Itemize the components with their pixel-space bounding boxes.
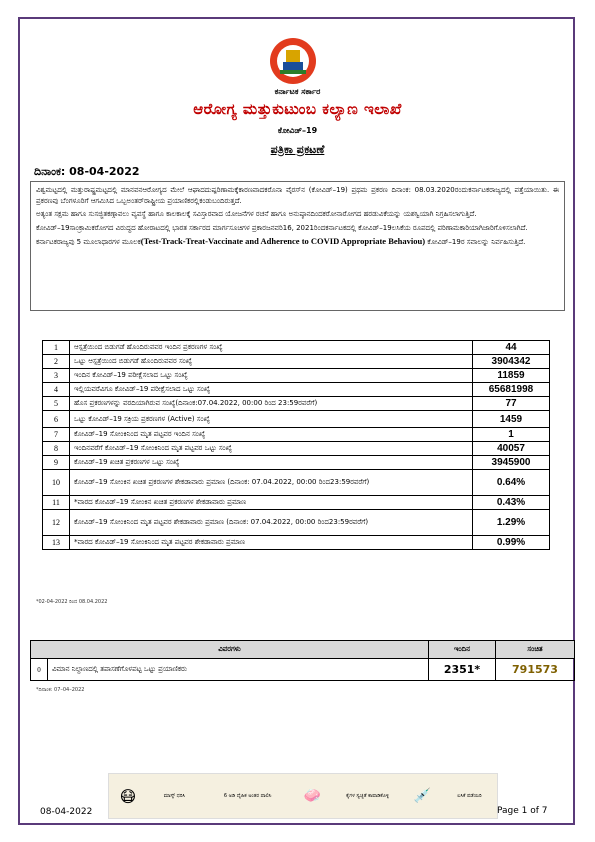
row-value: 0.64% bbox=[473, 470, 550, 496]
intro-p4-start: ಕರ್ನಾಟಕರಾಜ್ಯವು 5 ಮೂಲಾಧಾರಗಳ ಮೂಲಕ bbox=[36, 238, 141, 246]
stats-footnote: *02-04-2022 ರಿಂದ 08.04.2022 bbox=[36, 599, 108, 605]
row-number: 12 bbox=[43, 510, 70, 536]
today-value: 2351* bbox=[429, 659, 496, 681]
row-value: 1459 bbox=[473, 411, 550, 428]
department-title: ಆರೋಗ್ಯ ಮತ್ತುಕುಟುಂಬ ಕಲ್ಯಾಣ ಇಲಾಖೆ bbox=[193, 100, 402, 118]
table2-footnote: *ದಿನಾಂಕ: 07–04–2022 bbox=[36, 687, 85, 693]
table-row bbox=[43, 369, 550, 383]
table-row bbox=[43, 442, 550, 456]
row-number: 4 bbox=[43, 383, 70, 397]
handwash-text: ಕೈಗಳ ಸ್ವಚ್ಛತೆ ಕಾಪಾಡಿಕೊಳ್ಳಿ bbox=[346, 793, 389, 799]
row-label: ಹೊಸ ಪ್ರಕರಣಗಳನ್ನು ವರದಿಯಾಗಿರುವ ಸಂಖ್ಯೆ(ದಿನಾಂಕ:07.04.2022, 00:00 ರಿಂದ 23:59ರವರೆಗೆ) bbox=[70, 397, 473, 411]
row-value: 40057 bbox=[473, 442, 550, 456]
vaccine-icon: 💉 bbox=[413, 788, 432, 804]
table-row bbox=[43, 383, 550, 397]
row-label: ಒಟ್ಟು ಆಸ್ಪತ್ರೆಯಿಂದ ಬಿಡುಗಡೆ ಹೊಂದಿರುವವರ ಸಂಖ್ಯೆ bbox=[70, 355, 473, 369]
row-number: 9 bbox=[43, 456, 70, 470]
government-name: ಕರ್ನಾಟಕ ಸರ್ಕಾರ bbox=[274, 87, 321, 96]
intro-paragraph-1: ವಿಶ್ವಮಟ್ಟದಲ್ಲಿ ಮತ್ತುರಾಷ್ಟ್ರಮಟ್ಟದಲ್ಲಿ ಮಾನವನಆರೋಗ್ಯದ ಮೇಲೆ ಆಘಾದದುಷ್ಪರಿಣಾಮಕ್ಕೆಕಾರಣವಾದಕರೊನಾ ವೈರಸ್‌ನ (ಕೋವಿಡ್–19) ಪ್ರಥಮ ಪ್ರಕರಣ ದಿನಾಂಕ: 08.03.2020ರಂದುಕರ್ನಾಟಕರಾಜ್ಯದಲ್ಲಿ ಪತ್ತೆಯಾಯಿತು. ಈ ಪ್ರಕರಣವು ಬೆಂಗಳೂರಿಗೆ ಆಗಮಿಸಿದ ಒಬ್ಬಅಂತರ್‌ರಾಷ್ಟ್ರೀಯ ಪ್ರಯಾಣಿಕರಲ್ಲಿಕಂಡುಬಂದಿರುತ್ತದೆ. bbox=[36, 186, 559, 205]
row-label: ವಿಮಾನ ನಿಲ್ದಾಣದಲ್ಲಿ ತಪಾಸಣೆಗೊಳಪಟ್ಟ ಒಟ್ಟು ಪ್ರಯಾಣಿಕರು bbox=[48, 659, 429, 681]
table-row bbox=[43, 536, 550, 550]
intro-p4-end: ಕೋವಿಡ್–19ರ ಸವಾಲನ್ನು ನಿರ್ವಹಿಸುತ್ತಿದೆ. bbox=[427, 238, 526, 246]
release-date: ದಿನಾಂಕ: 08-04-2022 bbox=[34, 165, 140, 178]
table-row bbox=[43, 397, 550, 411]
row-number: 10 bbox=[43, 470, 70, 496]
distance-text: 6 ಅಡಿ ದೈಹಿಕ ಅಂತರ ಪಾಲಿಸಿ bbox=[223, 793, 272, 799]
row-value: 0.43% bbox=[473, 496, 550, 510]
row-number: 13 bbox=[43, 536, 70, 550]
row-value: 1 bbox=[473, 428, 550, 442]
row-value: 65681998 bbox=[473, 383, 550, 397]
header-details: ವಿವರಗಳು bbox=[31, 641, 429, 659]
row-value: 1.29% bbox=[473, 510, 550, 536]
row-label: ಕೋವಿಡ್–19 ಖಚಿತ ಪ್ರಕರಣಗಳ ಒಟ್ಟು ಸಂಖ್ಯೆ bbox=[70, 456, 473, 470]
covid-precautions-banner bbox=[108, 773, 498, 819]
table-row bbox=[43, 411, 550, 428]
cumulative-value: 791573 bbox=[496, 659, 575, 681]
table-row bbox=[43, 355, 550, 369]
intro-p4-english: (Test-Track-Treat-Vaccinate and Adherence to COVID Appropriate Behaviou) bbox=[140, 236, 426, 246]
row-value: 3904342 bbox=[473, 355, 550, 369]
row-label: ಒಟ್ಟು ಕೋವಿಡ್–19 ಸಕ್ರಿಯ ಪ್ರಕರಣಗಳ (Active) ಸಂಖ್ಯೆ bbox=[70, 411, 473, 428]
row-value: 11859 bbox=[473, 369, 550, 383]
row-number: 8 bbox=[43, 442, 70, 456]
mask-icon: 😷 bbox=[119, 786, 137, 806]
header-today: ಇಂದಿನ bbox=[429, 641, 496, 659]
vaccine-text: ಲಸಿಕೆ ಪಡೆಯಿರಿ bbox=[457, 793, 482, 799]
row-number: 2 bbox=[43, 355, 70, 369]
intro-paragraph-4 bbox=[36, 236, 559, 248]
row-number: 6 bbox=[43, 411, 70, 428]
table-row bbox=[43, 496, 550, 510]
covid-stats-table bbox=[42, 340, 550, 550]
row-label: *ವಾರದ ಕೋವಿಡ್–19 ಸೋಂಕಿನಿಂದ ಮೃತ ಪಟ್ಟವರ ಶೇಕಡಾವಾರು ಪ್ರಮಾಣ bbox=[70, 536, 473, 550]
table-row bbox=[31, 659, 575, 681]
header-cumulative: ಸಂಚಿತ bbox=[496, 641, 575, 659]
mask-text: ಮಾಸ್ಕ್ ಧರಿಸಿ bbox=[163, 793, 186, 799]
airport-screening-table bbox=[30, 640, 575, 681]
row-value: 3945900 bbox=[473, 456, 550, 470]
row-number: 1 bbox=[43, 341, 70, 355]
table-row bbox=[43, 341, 550, 355]
footer-page-number: Page 1 of 7 bbox=[497, 806, 548, 816]
press-release-title: ಪತ್ರಿಕಾ ಪ್ರಕಟಣೆ bbox=[270, 143, 325, 156]
row-label: ಇಂದಿನವರೆಗೆ ಕೋವಿಡ್–19 ಸೋಂಕಿನಿಂದ ಮೃತ ಪಟ್ಟವರ ಒಟ್ಟು ಸಂಖ್ಯೆ bbox=[70, 442, 473, 456]
row-number: 3 bbox=[43, 369, 70, 383]
row-number: 5 bbox=[43, 397, 70, 411]
row-label: *ವಾರದ ಕೋವಿಡ್–19 ಸೋಂಕಿನ ಖಚಿತ ಪ್ರಕರಣಗಳ ಶೇಕಡಾವಾರು ಪ್ರಮಾಣ bbox=[70, 496, 473, 510]
row-label: ಇಂದಿನ ಕೋವಿಡ್–19 ಪರೀಕ್ಷೆಸಲಾದ ಒಟ್ಟು ಸಂಖ್ಯೆ bbox=[70, 369, 473, 383]
intro-paragraph-3: ಕೋವಿಡ್–19ಸಾಂಕ್ರಾಮಿಕರೋಗದ ವಿರುದ್ಧದ ಹೋರಾಟದಲ್ಲಿ ಭಾರತ ಸರ್ಕಾರದ ಮಾರ್ಗಸೂಚಿಗಳ ಪ್ರಕಾರಜನವರಿ16, 2021ರಿಂದಕರ್ನಾಟಕದಲ್ಲಿ ಕೋವಿಡ್–19ಲಸಿಕೆಯ ರೂಪದಲ್ಲಿ ಪರಿಣಾಮಕಾರಿಯಾಗಿಜಾರಿಗೊಳಿಸಲಾಗಿದೆ. bbox=[36, 223, 528, 232]
government-seal-logo bbox=[262, 36, 324, 86]
row-value: 77 bbox=[473, 397, 550, 411]
table-row bbox=[43, 456, 550, 470]
handwash-icon: 🧼 bbox=[303, 788, 322, 804]
row-label: ಕೋವಿಡ್–19 ಸೋಂಕಿನ ಖಚಿತ ಪ್ರಕರಣಗಳ ಶೇಕಡಾವಾರು ಪ್ರಮಾಣ (ದಿನಾಂಕ: 07.04.2022, 00:00 ರಿಂದ23:59ರವರೆಗೆ) bbox=[70, 470, 473, 496]
footer-date: 08-04-2022 bbox=[40, 807, 93, 817]
table-row bbox=[43, 510, 550, 536]
covid-subtitle: ಕೋವಿಡ್–19 bbox=[277, 126, 318, 135]
row-label: ಇಲ್ಲಿಯವರೆವಿಗೂ ಕೋವಿಡ್–19 ಪರೀಕ್ಷೆಸಲಾದ ಒಟ್ಟು ಸಂಖ್ಯೆ bbox=[70, 383, 473, 397]
row-label: ಕೋವಿಡ್–19 ಸೋಂಕಿನಿಂದ ಮೃತ ಪಟ್ಟವರ ಇಂದಿನ ಸಂಖ್ಯೆ bbox=[70, 428, 473, 442]
row-label: ಆಸ್ಪತ್ರೆಯಿಂದ ಬಿಡುಗಡೆ ಹೊಂದಿರುವವರ ಇಂದಿನ ಪ್ರಕರಣಗಳ ಸಂಖ್ಯೆ bbox=[70, 341, 473, 355]
row-number: 7 bbox=[43, 428, 70, 442]
row-number: 0 bbox=[31, 659, 48, 681]
table-row bbox=[43, 428, 550, 442]
intro-paragraph-2: ಅತ್ಯಂತ ಸಕ್ಷಮ ಹಾಗೂ ಸುಸಜ್ಜಿತಕಣ್ಗಾವಲು ವ್ಯವಸ್ಥೆ ಹಾಗೂ ಕಾಲಕಾಲಕ್ಕೆ ಸವಿಸ್ತಾರವಾದ ಯೋಜನೆಗಳ ರಚನೆ ಹಾಗೂ ಅನುಷ್ಠಾನದಿಂದಕರೋನಾರೋಗದ ಹರಡುವಿಕೆಯನ್ನು ಯಶಸ್ವಿಯಾಗಿ ನಿಗ್ರಹಿಸಲಾಗುತ್ತಿದೆ. bbox=[36, 210, 477, 218]
row-label: ಕೋವಿಡ್–19 ಸೋಂಕಿನಿಂದ ಮೃತ ಪಟ್ಟವರ ಶೇಕಡಾವಾರು ಪ್ರಮಾಣ (ದಿನಾಂಕ: 07.04.2022, 00:00 ರಿಂದ23:59ರವರೆಗೆ) bbox=[70, 510, 473, 536]
table-row bbox=[43, 470, 550, 496]
intro-box bbox=[30, 181, 565, 311]
row-value: 0.99% bbox=[473, 536, 550, 550]
row-number: 11 bbox=[43, 496, 70, 510]
row-value: 44 bbox=[473, 341, 550, 355]
